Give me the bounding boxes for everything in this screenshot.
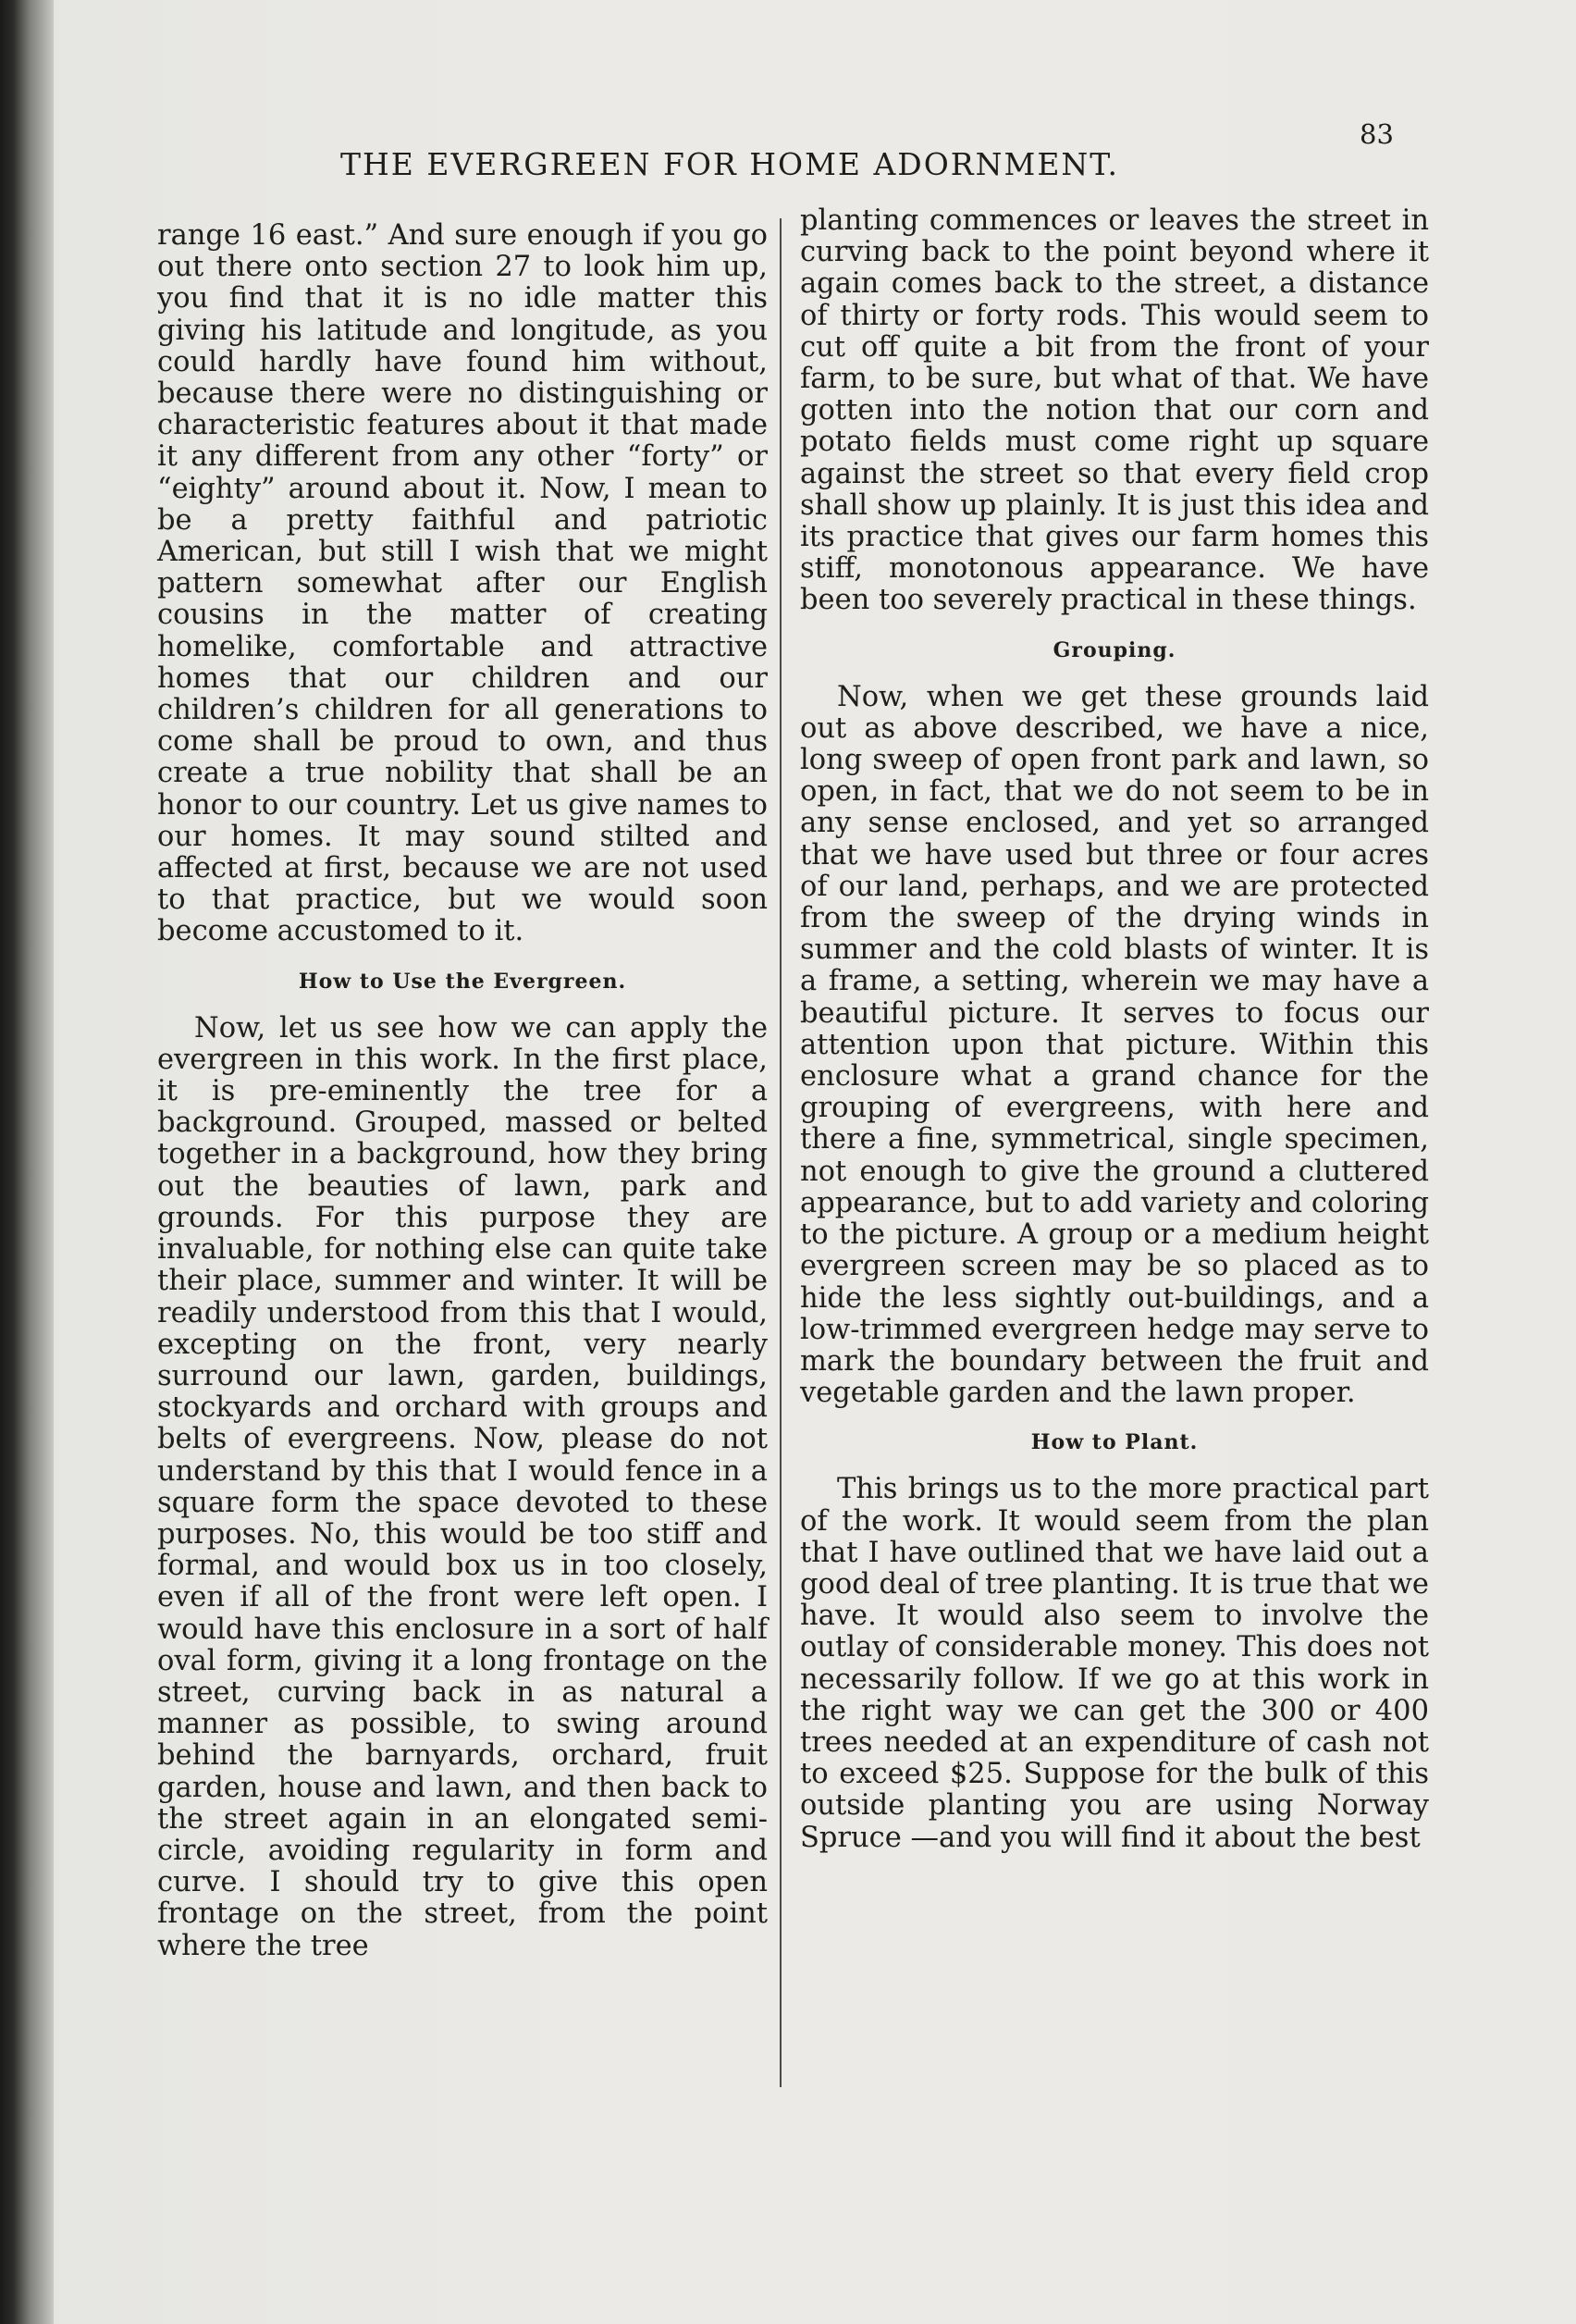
book-spine-shadow — [0, 0, 54, 2324]
column-divider — [780, 218, 782, 2087]
right-column — [800, 205, 1429, 1854]
left-column — [157, 220, 768, 1962]
left-paragraph-2: Now, let us see how we can apply the evergreen in this work. In the first place, it is pre-eminently the tree for a background. Grouped, massed or belted together in a background, how they bring out the beauties of lawn, park and grounds. For this purpose they are invaluable, for nothing else can quite take their place, summer and winter. It will be readily understood from this that I would, excepting on the front, very nearly surround our lawn, garden, buildings, stockyards and orchard with groups and belts of evergreens. Now, please do not understand by this that I would fence in a square form the space devoted to these purposes. No, this would be too stiff and formal, and would box us in too closely, even if all of the front were left open. I would have this enclosure in a sort of half oval form, giving it a long frontage on the street, curving back in as natural a manner as possible, to swing around behind the barnyards, orchard, fruit garden, house and lawn, and then back to the street again in an elongated semi-circle, avoiding regularity in form and curve. I should try to give this open frontage on the street, from the point where the tree — [157, 1011, 768, 1962]
running-title: THE EVERGREEN FOR HOME ADORNMENT. — [340, 146, 1119, 182]
left-paragraph-1: range 16 east.” And sure enough if you go out there onto section 27 to look him up, you find that it is no idle matter this giving his latitude and longitude, as you could hardly have found him without, because there were no distinguishing or characteristic features about it that made it any different from any other “forty” or “eighty” around about it. Now, I mean to be a pretty faithful and patriotic American, but still I wish that we might pattern somewhat after our English cousins in the matter of creating homelike, comfortable and attractive homes that our children and our children’s children for all generations to come shall be proud to own, and thus create a true nobility that shall be an honor to our country. Let us give names to our homes. It may sound stilted and affected at first, because we are not used to that practice, but we would soon become accustomed to it. — [157, 219, 768, 948]
right-paragraph-2: Now, when we get these grounds laid out as above described, we have a nice, long sweep of open front park and lawn, so open, in fact, that we do not seem to be in any sense enclosed, and yet so arranged that we have used but three or four acres of our land, perhaps, and we are protected from the sweep of the drying winds in summer and the cold blasts of winter. It is a frame, a setting, wherein we may have a beautiful picture. It serves to focus our attention upon that picture. Within this enclosure what a grand chance for the grouping of evergreens, with here and there a fine, symmetrical, single specimen, not enough to give the ground a cluttered appearance, but to add variety and coloring to the picture. A group or a medium height evergreen screen may be so placed as to hide the less sightly out-buildings, and a low-trimmed evergreen hedge may serve to mark the boundary between the fruit and vegetable garden and the lawn proper. — [800, 680, 1429, 1410]
page-number: 83 — [1360, 118, 1394, 150]
section-heading-how-to-plant: How to Plant. — [1030, 1430, 1199, 1455]
right-paragraph-1: planting commences or leaves the street in curving back to the point beyond where it again comes back to the street, a distance of thirty or forty rods. This would seem to cut off quite a bit from the front of your farm, to be sure, but what of that. We have gotten into the notion that our corn and potato fields must come right up square against the street so that every field crop shall show up plainly. It is just this idea and its practice that gives our farm homes this stiff, monotonous appearance. We have been too severely practical in these things. — [800, 204, 1429, 617]
section-heading-how-to-use: How to Use the Evergreen. — [298, 969, 627, 994]
right-paragraph-3: This brings us to the more practical part of the work. It would seem from the plan that I have outlined that we have laid out a good deal of tree planting. It is true that we have. It would also seem to involve the outlay of considerable money. This does not necessarily follow. If we go at this work in the right way we can get the 300 or 400 trees needed at an expenditure of cash not to exceed $25. Suppose for the bulk of this outside planting you are using Norway Spruce —and you will find it about the best — [800, 1473, 1429, 1854]
section-heading-grouping: Grouping. — [1053, 637, 1176, 662]
